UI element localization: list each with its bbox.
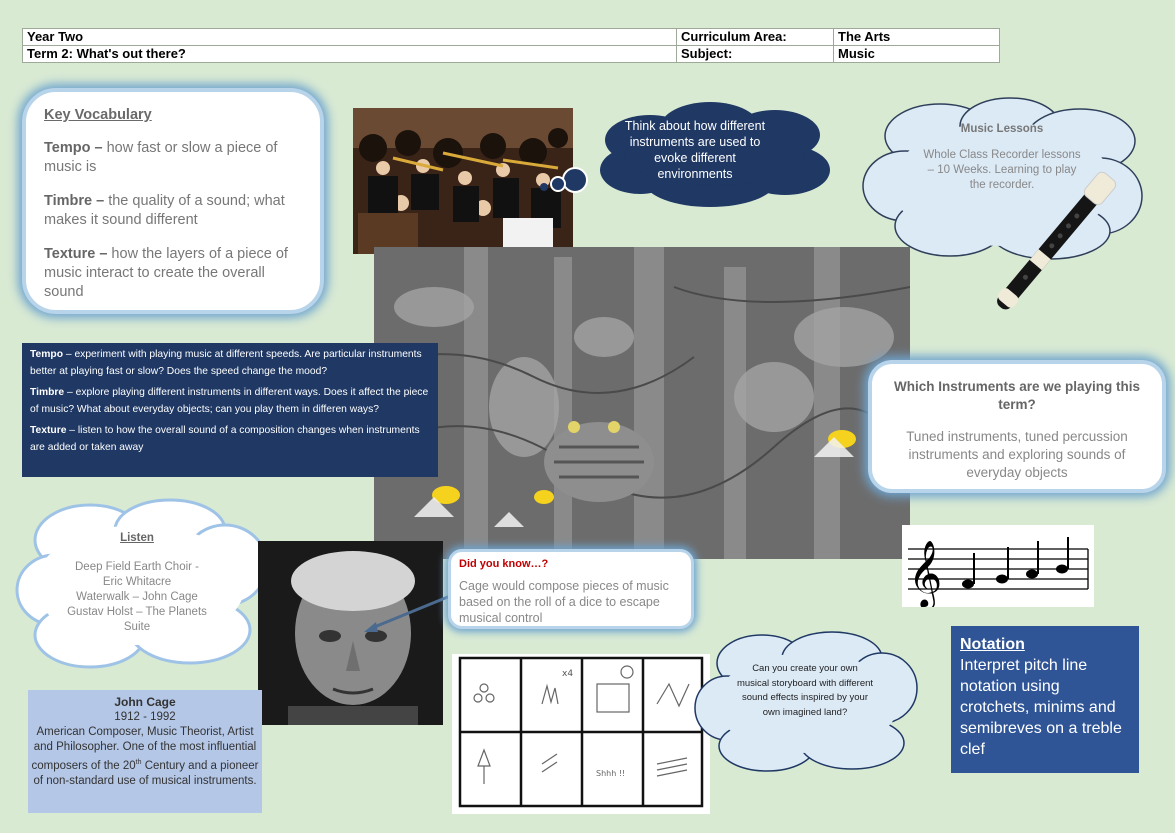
notation-box [951, 626, 1139, 773]
vocab-title: Key Vocabulary [44, 107, 152, 123]
vocab-tempo: Tempo – how fast or slow a piece of music is [44, 140, 278, 175]
subject-label: Subject: [677, 46, 834, 63]
term-cell: Term 2: What's out there? [23, 46, 677, 63]
vocab-timbre: Timbre – the quality of a sound; what makes it sound different [44, 193, 285, 228]
jungle-artwork [374, 247, 910, 559]
did-you-know-body: Cage would compose pieces of music based on the roll of a dice to escape musical control [459, 579, 669, 625]
listen-title: Listen [120, 532, 154, 544]
vocab-texture: Texture – how the layers of a piece of music interact to create the overall sound [44, 246, 288, 300]
which-title: Which Instruments are we playing this term? [893, 379, 1141, 412]
sheet-music-image [902, 525, 1094, 607]
notation-body: Interpret pitch line notation using crotchets, minims and semibreves on a treble clef [960, 657, 1122, 758]
area-value: The Arts [834, 29, 1000, 46]
area-label: Curriculum Area: [677, 29, 834, 46]
did-you-know-box [448, 549, 694, 629]
explore-texture: Texture – listen to how the overall sound of a composition changes when instruments are added or taken away [30, 425, 420, 453]
listen-text [55, 531, 219, 635]
explore-timbre: Timbre – explore playing different instruments in different ways. Does it affect the piece of music? What about everyday objects; can you play them in differen ways? [30, 387, 429, 415]
cage-name: John Cage [114, 695, 176, 709]
listen-line-1: Deep Field Earth Choir - [75, 561, 199, 573]
lessons-title: Music Lessons [960, 123, 1044, 135]
listen-line-5: Suite [123, 621, 151, 633]
storyboard-image [452, 654, 710, 814]
connector-arrow [360, 590, 460, 640]
year-cell: Year Two [23, 29, 677, 46]
listen-line-3: Waterwalk – John Cage [76, 591, 198, 603]
key-vocabulary-box [22, 88, 324, 314]
think-bubble-text: Think about how different instruments are used to evoke different environments [624, 119, 766, 181]
cage-bio: American Composer, Music Theorist, Artist and Philosopher. One of the most influential composers of the 20th Century and a pioneer of non-standard use of musical instruments. [31, 726, 259, 787]
storyboard-text: Can you create your own musical storyboard with different sound effects inspired by your own imagined land? [736, 663, 874, 718]
explore-tempo: Tempo – experiment with playing music at different speeds. Are particular instruments better at playing fast or slow? Does the speed change the mood? [30, 349, 422, 377]
recorder-image [975, 150, 1135, 335]
header-table [22, 28, 1000, 63]
john-cage-bio [28, 690, 262, 813]
subject-value: Music [834, 46, 1000, 63]
which-instruments-box [868, 360, 1166, 493]
cage-dates: 1912 - 1992 [114, 711, 176, 723]
svg-text:𝄞: 𝄞 [908, 539, 943, 607]
storyboard-shhh: Shhh !! [596, 769, 626, 778]
did-you-know-title: Did you know…? [459, 558, 549, 570]
notation-title: Notation [960, 636, 1025, 653]
which-body: Tuned instruments, tuned percussion instruments and exploring sounds of everyday objects [906, 429, 1128, 480]
listen-line-2: Eric Whitacre [102, 576, 172, 588]
explore-box [22, 343, 438, 477]
storyboard-x4: x4 [562, 669, 574, 679]
listen-line-4: Gustav Holst – The Planets [67, 606, 207, 618]
lessons-body: Whole Class Recorder lessons – 10 Weeks. Learning to play the recorder. [923, 149, 1081, 191]
